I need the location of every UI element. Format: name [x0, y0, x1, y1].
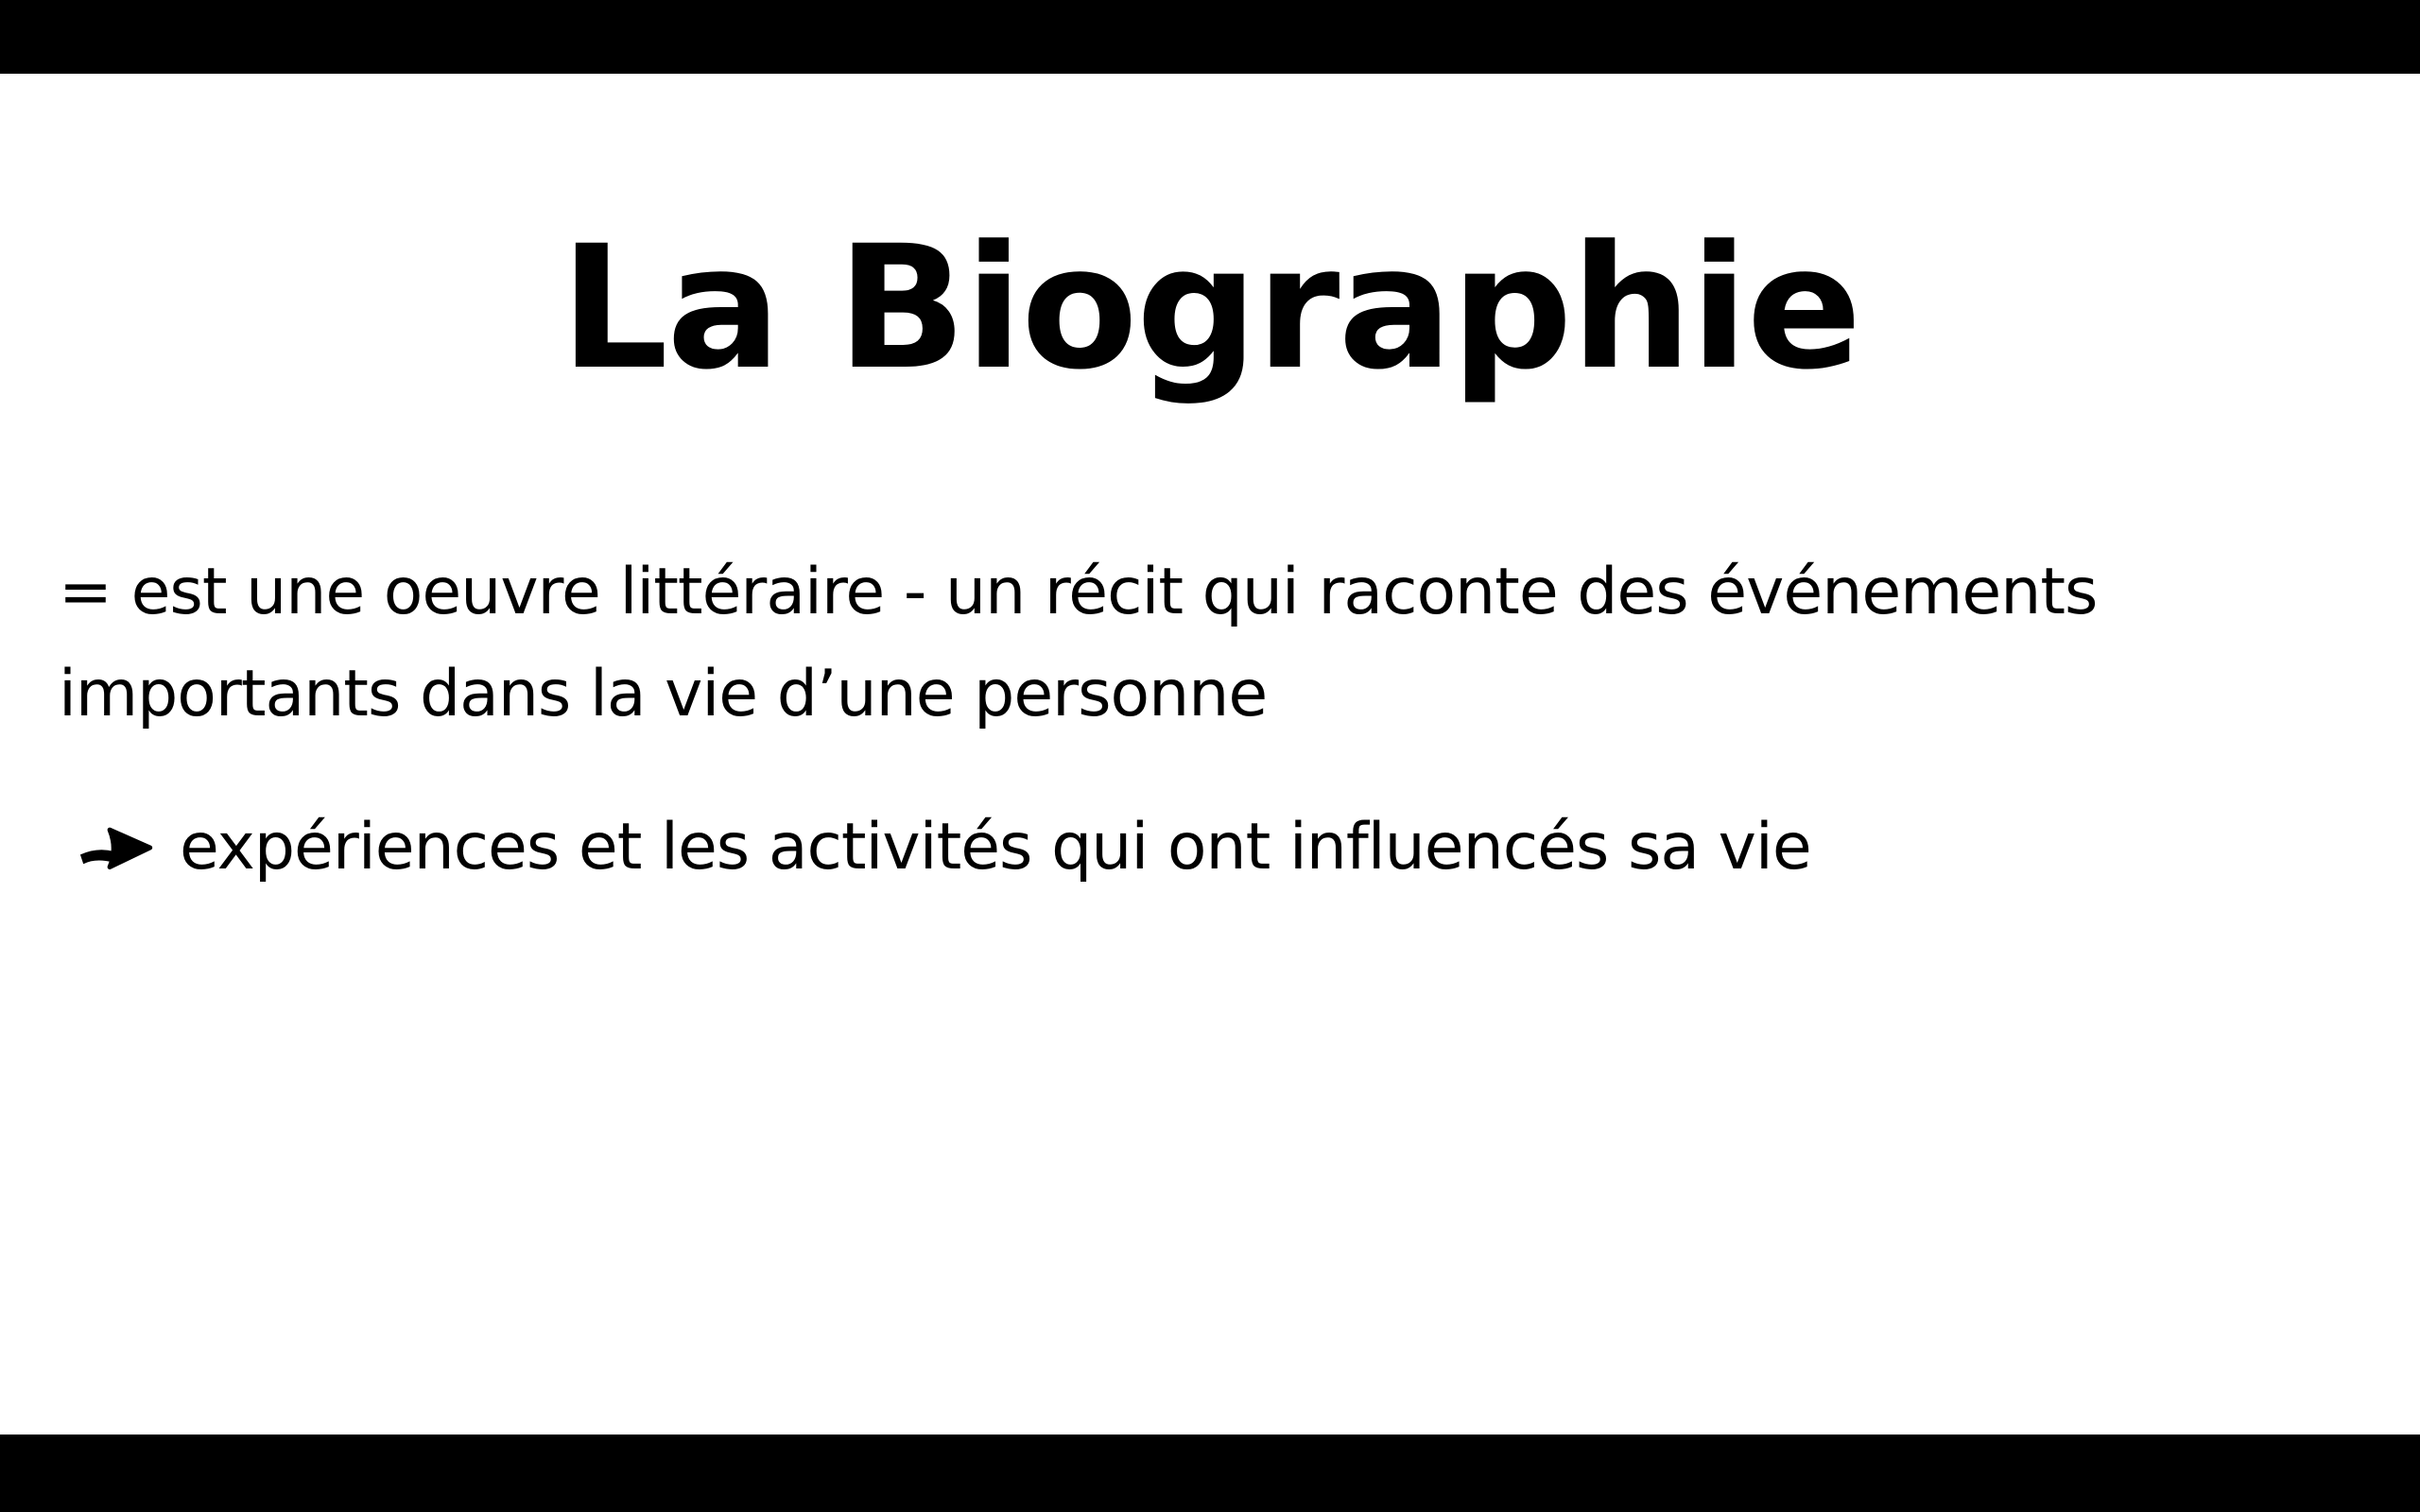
definition-paragraph	[59, 541, 2401, 746]
definition-line-1: = est une oeuvre littéraire - un récit qui raconte des événements	[59, 555, 2098, 629]
letterbox-top	[0, 0, 2420, 74]
letterbox-bottom	[0, 1435, 2420, 1512]
definition-line-2: importants dans la vie d’une personne	[59, 657, 1268, 731]
slide-title: La Biographie	[560, 210, 1860, 407]
bullet-text: expériences et les activités qui ont influencés sa vie	[180, 810, 1811, 885]
arrow-right-icon	[76, 820, 153, 875]
slide	[0, 74, 2420, 1435]
bullet-line	[76, 797, 2401, 899]
